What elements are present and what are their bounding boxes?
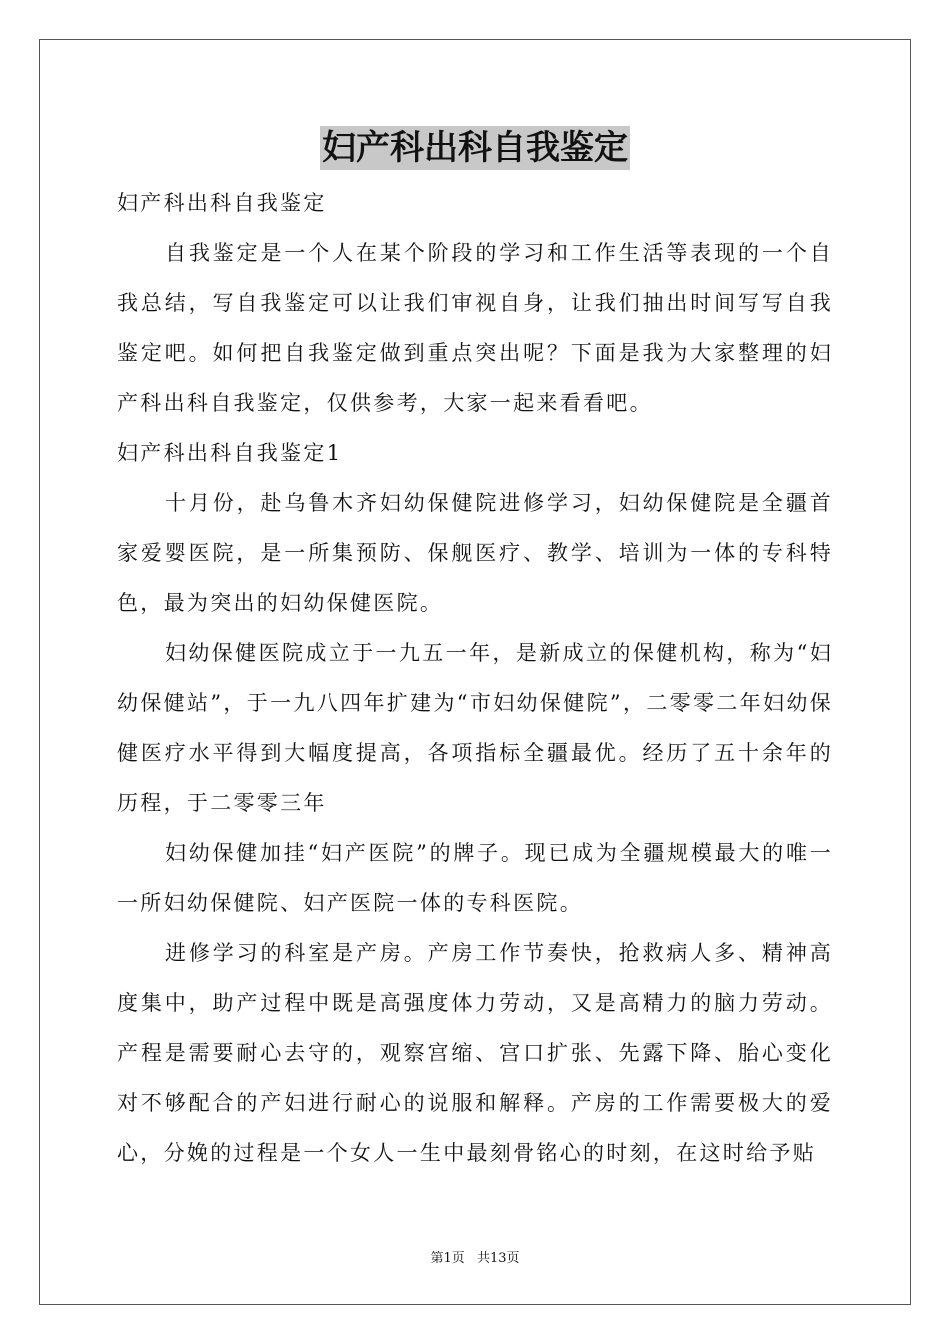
title-container <box>0 126 950 170</box>
document-title: 妇产科出科自我鉴定 <box>322 128 628 168</box>
document-body <box>117 178 833 1178</box>
page-footer <box>0 1247 950 1266</box>
body-paragraph: 妇幼保健加挂“妇产医院”的牌子。现已成为全疆规模最大的唯一一所妇幼保健院、妇产医院一体的专科医院。 <box>117 841 833 915</box>
body-paragraph: 进修学习的科室是产房。产房工作节奏快，抢救病人多、精神高度集中，助产过程中既是高强度体力劳动，又是高精力的脑力劳动。产程是需要耐心去守的，观察宫缩、宫口扩张、先露下降、胎心变化对不够配合的产妇进行耐心的说服和解释。产房的工作需要极大的爱心，分娩的过程是一个女人一生中最刻骨铭心的时刻，在这时给予贴 <box>117 941 833 1165</box>
intro-paragraph: 自我鉴定是一个人在某个阶段的学习和工作生活等表现的一个自我总结，写自我鉴定可以让我们审视自身，让我们抽出时间写写自我鉴定吧。如何把自我鉴定做到重点突出呢？下面是我为大家整理的妇产科出科自我鉴定，仅供参考，大家一起来看看吧。 <box>117 241 833 415</box>
document-subtitle: 妇产科出科自我鉴定 <box>117 191 327 215</box>
body-paragraph: 妇幼保健医院成立于一九五一年，是新成立的保健机构，称为“妇幼保健站”，于一九八四年扩建为“市妇幼保健院”，二零零二年妇幼保健医疗水平得到大幅度提高，各项指标全疆最优。经历了五十余年的历程，于二零零三年 <box>117 641 833 815</box>
page-number: 第1页 <box>430 1251 465 1266</box>
body-paragraph: 十月份，赴乌鲁木齐妇幼保健院进修学习，妇幼保健院是全疆首家爱婴医院，是一所集预防、保舰医疗、教学、培训为一体的专科特色，最为突出的妇幼保健医院。 <box>117 491 833 615</box>
page-total: 共13页 <box>476 1251 520 1266</box>
section-heading: 妇产科出科自我鉴定1 <box>117 441 343 465</box>
